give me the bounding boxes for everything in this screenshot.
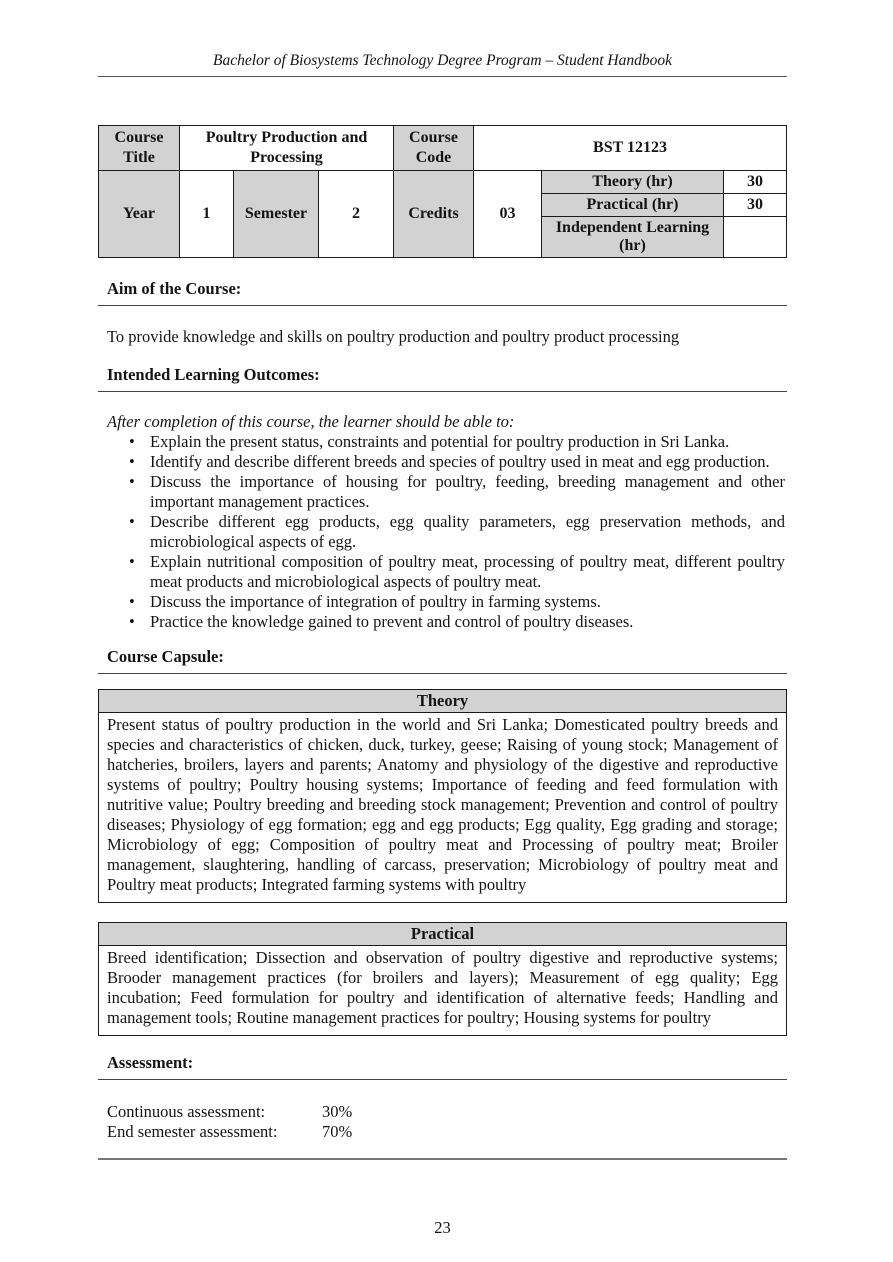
ilo-outcome-item: • Discuss the importance of integration of poultry in farming systems. (98, 592, 787, 612)
credits-label: Credits (394, 170, 474, 258)
theory-hours-label: Theory (hr) (542, 170, 724, 193)
running-header (98, 52, 787, 77)
ilo-outcome-item: • Identify and describe different breeds and species of poultry used in meat and egg production. (98, 452, 787, 472)
assessment-item-label: End semester assessment: (107, 1121, 278, 1141)
ilo-outcome-item: • Practice the knowledge gained to prevent and control of poultry diseases. (98, 612, 787, 632)
practical-capsule-table (98, 922, 787, 1036)
aim-text: To provide knowledge and skills on poultry production and poultry product processing (107, 327, 680, 347)
course-info-table (98, 125, 787, 259)
ilo-outcome-item: • Explain the present status, constraints and potential for poultry production in Sri Lanka. (98, 432, 787, 452)
year-value: 1 (180, 170, 234, 258)
theory-capsule-table (98, 689, 787, 903)
ilo-intro: After completion of this course, the learner should be able to: (107, 412, 515, 432)
assessment-item-value: 30% (322, 1101, 353, 1121)
theory-capsule-header: Theory (99, 690, 787, 713)
course-title-label: Course Title (99, 125, 180, 170)
practical-capsule-header: Practical (99, 923, 787, 946)
semester-label: Semester (234, 170, 319, 258)
year-label: Year (99, 170, 180, 258)
ilo-outcome-item: • Explain nutritional composition of poultry meat, processing of poultry meat, different poultry meat products and microbiological aspects of poultry meat. (98, 552, 787, 592)
ilo-outcome-list (98, 432, 787, 632)
assessment-list (107, 1102, 787, 1142)
credits-value: 03 (474, 170, 542, 258)
independent-learning-hours-value (724, 216, 787, 258)
assessment-heading: Assessment: (98, 1054, 787, 1080)
course-code-label: Course Code (394, 125, 474, 170)
assessment-item-value: 70% (322, 1121, 353, 1141)
assessment-item (107, 1122, 787, 1142)
practical-hours-label: Practical (hr) (542, 193, 724, 216)
handbook-title: Bachelor of Biosystems Technology Degree Program – Student Handbook (213, 52, 672, 69)
theory-hours-value: 30 (724, 170, 787, 193)
course-capsule-heading: Course Capsule: (98, 648, 787, 674)
assessment-item-label: Continuous assessment: (107, 1101, 266, 1121)
independent-learning-hours-label: Independent Learning (hr) (542, 216, 724, 258)
ilo-heading: Intended Learning Outcomes: (98, 366, 787, 392)
ilo-outcome-item: • Discuss the importance of housing for poultry, feeding, breeding management and other important management practices. (98, 472, 787, 512)
course-code-value: BST 12123 (474, 125, 787, 170)
ilo-outcome-item: • Describe different egg products, egg quality parameters, egg preservation methods, and microbiological aspects of egg. (98, 512, 787, 552)
assessment-item (107, 1102, 787, 1122)
page-number: 23 (434, 1217, 451, 1237)
aim-heading: Aim of the Course: (98, 280, 787, 306)
semester-value: 2 (319, 170, 394, 258)
practical-hours-value: 30 (724, 193, 787, 216)
theory-capsule-text: Present status of poultry production in the world and Sri Lanka; Domesticated poultry breeds and species and characteristics of chicken, duck, turkey, geese; Raising of young stock; Management of hatcheries, broilers, layers and parents; Anatomy and physiology of the digestive and reproductive systems of poultry; Poultry housing systems; Importance of feeding and feed formulation with nutritive value; Poultry breeding and breeding stock management; Prevention and control of poultry diseases; Physiology of egg formation; egg and egg products; Egg quality, Egg grading and storage; Microbiology of egg; Composition of poultry meat and Processing of poultry meat; Broiler management, slaughtering, handling of carcass, preservation; Microbiology of poultry meat and Poultry meat products; Integrated farming systems with poultry (99, 713, 787, 903)
course-title-value: Poultry Production and Processing (180, 125, 394, 170)
section-divider (98, 1158, 787, 1160)
practical-capsule-text: Breed identification; Dissection and observation of poultry digestive and reproductive systems; Brooder management practices (for broilers and layers); Measurement of egg quality; Egg incubation; Feed formulation for poultry and identification of alternative feeds; Handling and management tools; Routine management practices for poultry; Housing systems for poultry (99, 945, 787, 1035)
